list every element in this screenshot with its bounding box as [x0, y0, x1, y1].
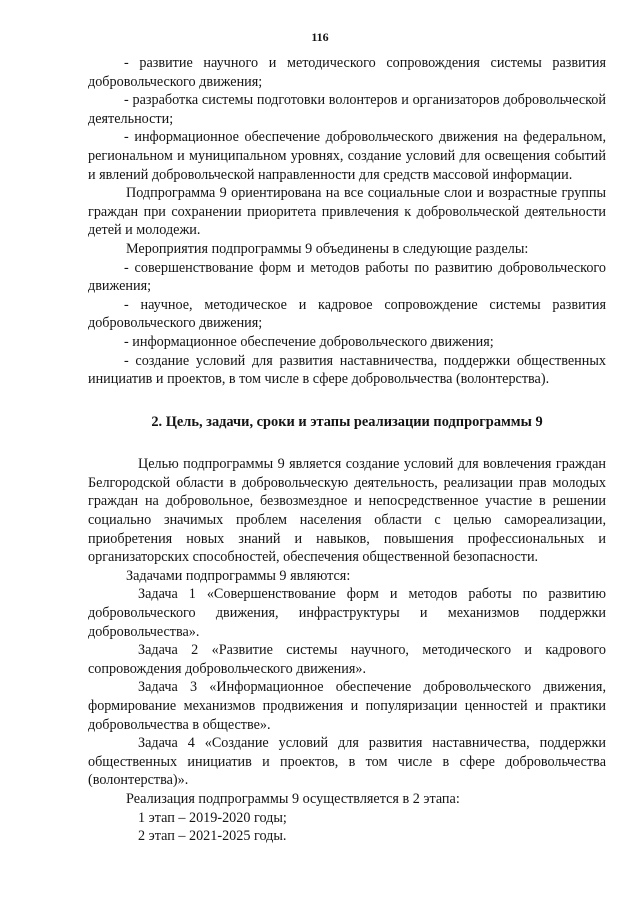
- page-number: 116: [311, 30, 329, 44]
- stage-item: 1 этап – 2019-2020 годы;: [138, 809, 287, 826]
- stages-intro: Реализация подпрограммы 9 осуществляется в 2 этапа:: [126, 790, 460, 807]
- task-item: Задача 2 «Развитие системы научного, методического и кадрового сопровождения добровольческого движения».: [88, 642, 606, 677]
- section-heading: 2. Цель, задачи, сроки и этапы реализации подпрограммы 9: [151, 413, 543, 430]
- intro-item: - информационное обеспечение добровольческого движения на федеральном, региональном и муниципальном уровнях, создание условий для освещения событий и явлений добровольческой направленности для средств массовой информации.: [88, 129, 606, 183]
- section-item: - информационное обеспечение добровольческого движения;: [124, 333, 494, 350]
- task-item: Задача 4 «Создание условий для развития наставничества, поддержки общественных инициатив и проектов, в том числе в сфере добровольчества (волонтерства)».: [88, 735, 606, 789]
- sections-intro: Мероприятия подпрограммы 9 объединены в следующие разделы:: [126, 240, 529, 257]
- orientation-paragraph: Подпрограмма 9 ориентирована на все социальные слои и возрастные группы граждан при сохранении приоритета привлечения к добровольческой деятельности детей и молодежи.: [88, 185, 606, 239]
- goal-paragraph: Целью подпрограммы 9 является создание условий для вовлечения граждан Белгородской области в добровольческую деятельность, реализации прав молодых граждан на добровольное, безвозмездное и непосредственное участие в решении социально значимых проблем населения области с целью самореализации, приобретения новых знаний и навыков, повышения профессиональных и организаторских способностей, обеспечения общественной безопасности.: [88, 456, 606, 566]
- section-item: - создание условий для развития наставничества, поддержки общественных инициатив и проектов, в том числе в сфере добровольчества (волонтерства).: [88, 352, 606, 388]
- document-body: [88, 54, 606, 846]
- tasks-intro: Задачами подпрограммы 9 являются:: [126, 567, 351, 584]
- intro-item: - развитие научного и методического сопровождения системы развития добровольческого движения;: [88, 55, 606, 90]
- intro-item: - разработка системы подготовки волонтеров и организаторов добровольческой деятельности;: [88, 92, 606, 127]
- stage-item: 2 этап – 2021-2025 годы.: [138, 828, 287, 845]
- task-item: Задача 3 «Информационное обеспечение добровольческого движения, формирование механизмов продвижения и популяризации ценностей и практики добровольчества в обществе».: [88, 679, 606, 733]
- task-item: Задача 1 «Совершенствование форм и методов работы по развитию добровольческого движения, инфраструктуры и механизмов поддержки добровольчества».: [88, 586, 606, 640]
- section-item: - совершенствование форм и методов работы по развитию добровольческого движения;: [88, 259, 606, 295]
- section-item: - научное, методическое и кадровое сопровождение системы развития добровольческого движения;: [88, 296, 606, 332]
